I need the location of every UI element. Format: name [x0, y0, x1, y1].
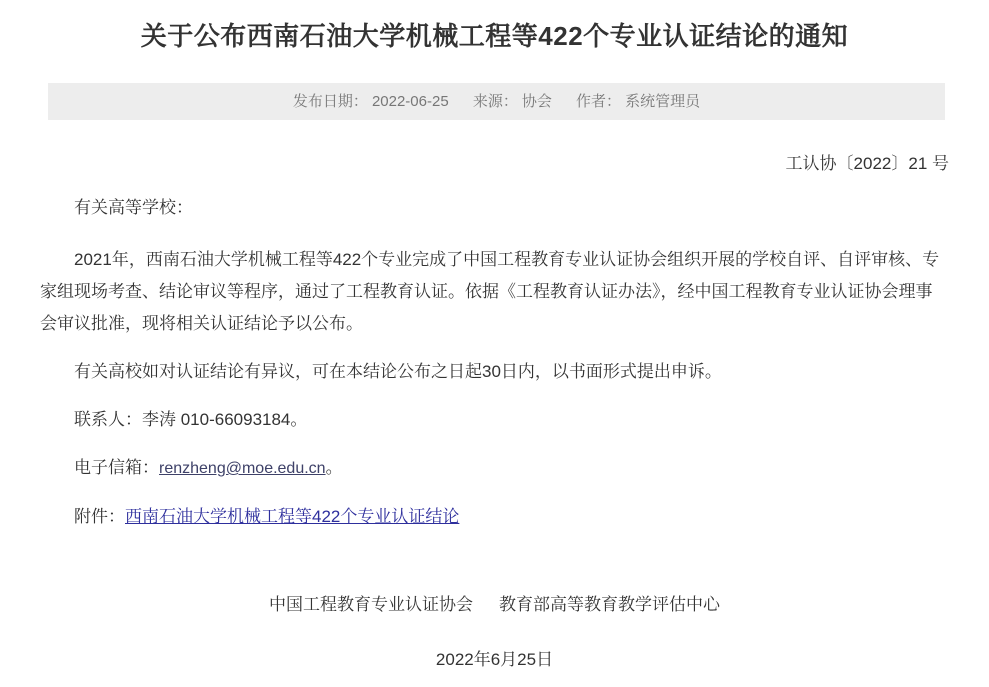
publish-date-value: 2022-06-25	[371, 93, 449, 110]
org-name-association: 中国工程教育专业认证协会	[269, 595, 473, 614]
author-group	[576, 93, 700, 110]
source-label: 来源：	[472, 93, 518, 110]
meta-bar	[48, 83, 945, 120]
signature-date: 2022年6月25日	[435, 650, 554, 669]
email-line	[40, 452, 949, 485]
email-link[interactable]: renzheng@moe.edu.cn	[159, 460, 326, 477]
doc-number: 工认协〔2022〕21 号	[785, 154, 949, 173]
email-suffix: 。	[325, 458, 343, 477]
publish-date-group	[293, 93, 449, 110]
salutation: 有关高等学校：	[74, 198, 193, 217]
attachment-link[interactable]: 西南石油大学机械工程等422个专业认证结论	[125, 507, 460, 526]
signature-block	[40, 589, 949, 676]
page-title: 关于公布西南石油大学机械工程等422个专业认证结论的通知	[140, 21, 849, 51]
contact-line: 联系人：李涛 010-66093184。	[74, 410, 308, 429]
author-value: 系统管理员	[625, 93, 701, 110]
org-name-evaluation-center: 教育部高等教育教学评估中心	[499, 595, 720, 614]
document-body	[0, 148, 989, 676]
source-group	[473, 93, 552, 110]
signature-orgs	[40, 589, 949, 621]
author-label: 作者：	[576, 93, 622, 110]
attachment-line	[40, 501, 949, 533]
paragraph: 有关高校如对认证结论有异议，可在本结论公布之日起30日内，以书面形式提出申诉。	[74, 362, 722, 381]
attachment-label: 附件：	[74, 507, 125, 526]
source-value: 协会	[521, 93, 552, 110]
publish-date-label: 发布日期：	[292, 93, 368, 110]
paragraph: 2021年，西南石油大学机械工程等422个专业完成了中国工程教育专业认证协会组织开展的学校自评、自评审核、专家组现场考查、结论审议等程序，通过了工程教育认证。依据《工程教育认证办法》，经中国工程教育专业认证协会理事会审议批准，现将相关认证结论予以公布。	[40, 250, 940, 333]
email-label: 电子信箱：	[74, 458, 159, 477]
